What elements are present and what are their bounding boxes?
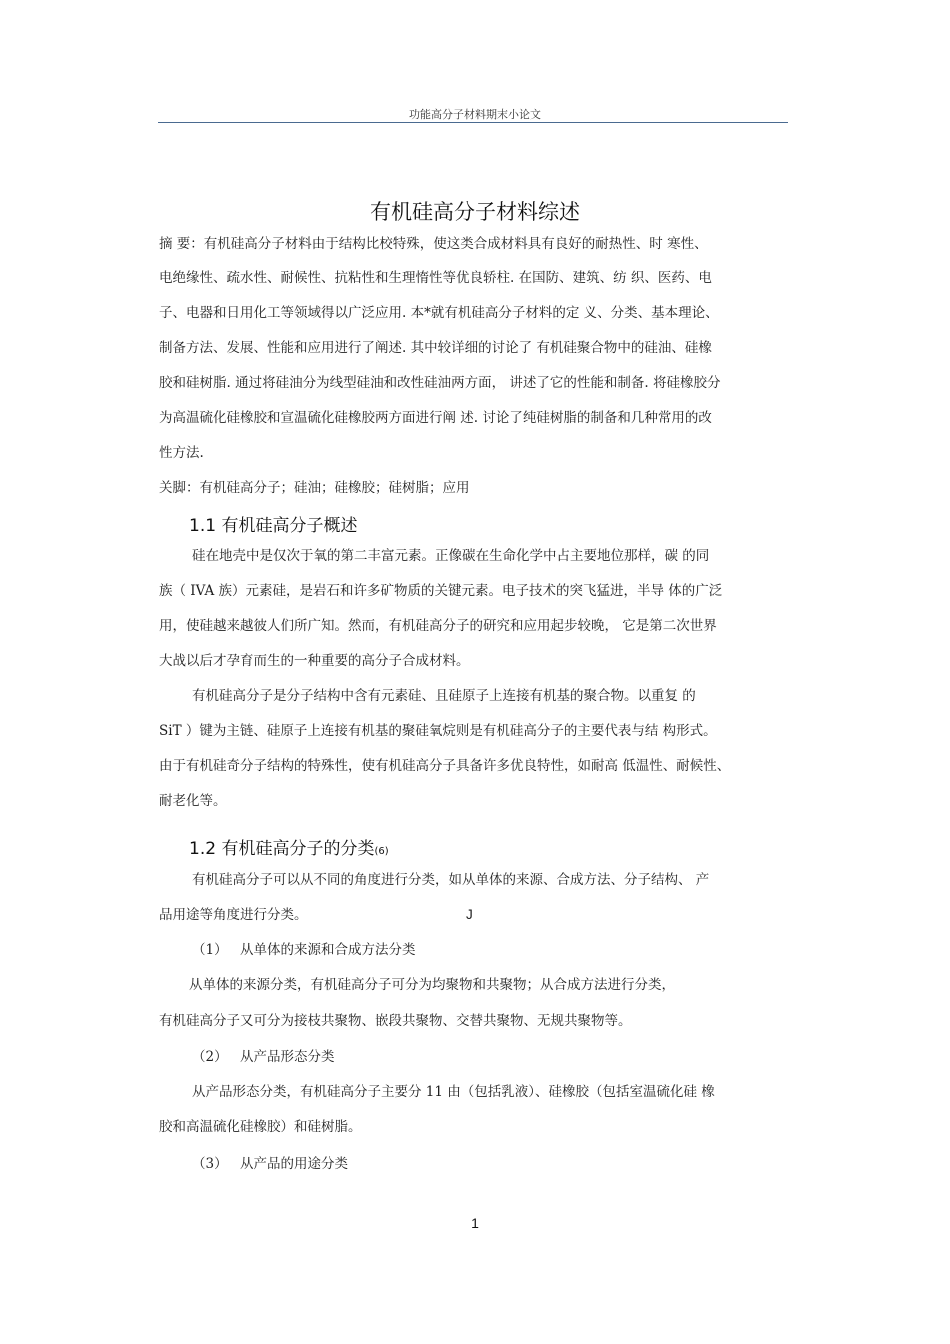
paragraph-line: 有机硅高分子又可分为接枝共聚物、嵌段共聚物、交替共聚物、无规共聚物等。 xyxy=(159,1013,632,1029)
reference-mark: (6) xyxy=(374,846,389,857)
section-heading-1-2 xyxy=(189,834,389,859)
stray-mark: J xyxy=(466,907,473,922)
paragraph-line: 有机硅高分子可以从不同的角度进行分类，如从单体的来源、合成方法、分子结构、 产 xyxy=(192,872,710,888)
header-rule xyxy=(158,122,788,123)
paragraph-line: 胶和高温硫化硅橡胶）和硅树脂。 xyxy=(159,1119,362,1135)
subsection-label: （2） xyxy=(192,1049,228,1065)
abstract-line: 制备方法、发展、性能和应用进行了阐述. 其中较详细的讨论了 有机硅聚合物中的硅油、硅橡 xyxy=(159,340,712,356)
section-heading-1-1: 1.1 有机硅高分子概述 xyxy=(189,516,358,536)
page-number: 1 xyxy=(471,1215,479,1231)
subsection-title: 从单体的来源和合成方法分类 xyxy=(240,942,416,958)
subsection-title: 从产品形态分类 xyxy=(240,1049,335,1065)
subsection-label: （3） xyxy=(192,1156,228,1172)
paragraph-line: 硅在地壳中是仅次于氧的第二丰富元素。正像碳在生命化学中占主要地位那样，碳 的同 xyxy=(192,548,710,564)
subsection-label: （1） xyxy=(192,942,228,958)
paragraph-line: 用，使硅越来越彼人们所广知。然而，有机硅高分子的研究和应用起步较晚， 它是第二次世界 xyxy=(159,618,717,634)
keywords: 关脚：有机硅高分子；硅油；硅橡胶；硅树脂；应用 xyxy=(159,480,470,496)
subsection-title: 从产品的用途分类 xyxy=(240,1156,348,1172)
abstract-line: 子、电器和日用化工等领域得以广泛应用. 本*就有机硅高分子材料的定 义、分类、基本理论、 xyxy=(159,305,719,321)
abstract-line: 为高温硫化硅橡胶和宣温硫化硅橡胶两方面进行阐 述. 讨论了纯硅树脂的制备和几种常用的改 xyxy=(159,410,712,426)
abstract-line: 性方法. xyxy=(159,445,204,461)
abstract-line: 电绝缘性、疏水性、耐候性、抗粘性和生理惰性等优良轿柱. 在国防、建筑、纺 织、医药、电 xyxy=(159,270,712,286)
paragraph-line: 由于有机硅奇分子结构的特殊性，使有机硅高分子具备许多优良特性，如耐高 低温性、耐候性、 xyxy=(159,758,731,774)
paragraph-line: 大战以后才孕育而生的一种重要的高分子合成材料。 xyxy=(159,653,470,669)
paragraph-line: 族（ IVA 族）元素硅，是岩石和许多矿物质的关键元素。电子技术的突飞猛进，半导 体的广泛 xyxy=(159,583,723,599)
paragraph-line: 从单体的来源分类，有机硅高分子可分为均聚物和共聚物；从合成方法进行分类， xyxy=(189,977,675,993)
section-heading-text: 1.2 有机硅高分子的分类 xyxy=(189,839,375,859)
paragraph-line: 耐老化等。 xyxy=(159,793,227,809)
paragraph-line: 从产品形态分类，有机硅高分子主要分 11 由（包括乳液）、硅橡胶（包括室温硫化硅 橡 xyxy=(192,1084,715,1100)
abstract-line: 摘 要：有机硅高分子材料由于结构比校特殊，使这类合成材料具有良好的耐热性、时 寒性、 xyxy=(159,236,708,252)
document-title: 有机硅高分子材料综述 xyxy=(370,200,580,224)
abstract-line: 胶和硅树脂. 通过将硅油分为线型硅油和改性硅油两方面， 讲述了它的性能和制备. 将硅橡胶分 xyxy=(159,375,721,391)
paragraph-line: 有机硅高分子是分子结构中含有元素硅、且硅原子上连接有机基的聚合物。以重复 的 xyxy=(192,688,696,704)
paragraph-line: SiT ）键为主链、硅原子上连接有机基的聚硅氧烷则是有机硅高分子的主要代表与结 构形式。 xyxy=(159,723,717,739)
page-header: 功能高分子材料期末小论文 xyxy=(409,108,541,121)
paragraph-line: 品用途等角度进行分类。 xyxy=(159,907,308,923)
